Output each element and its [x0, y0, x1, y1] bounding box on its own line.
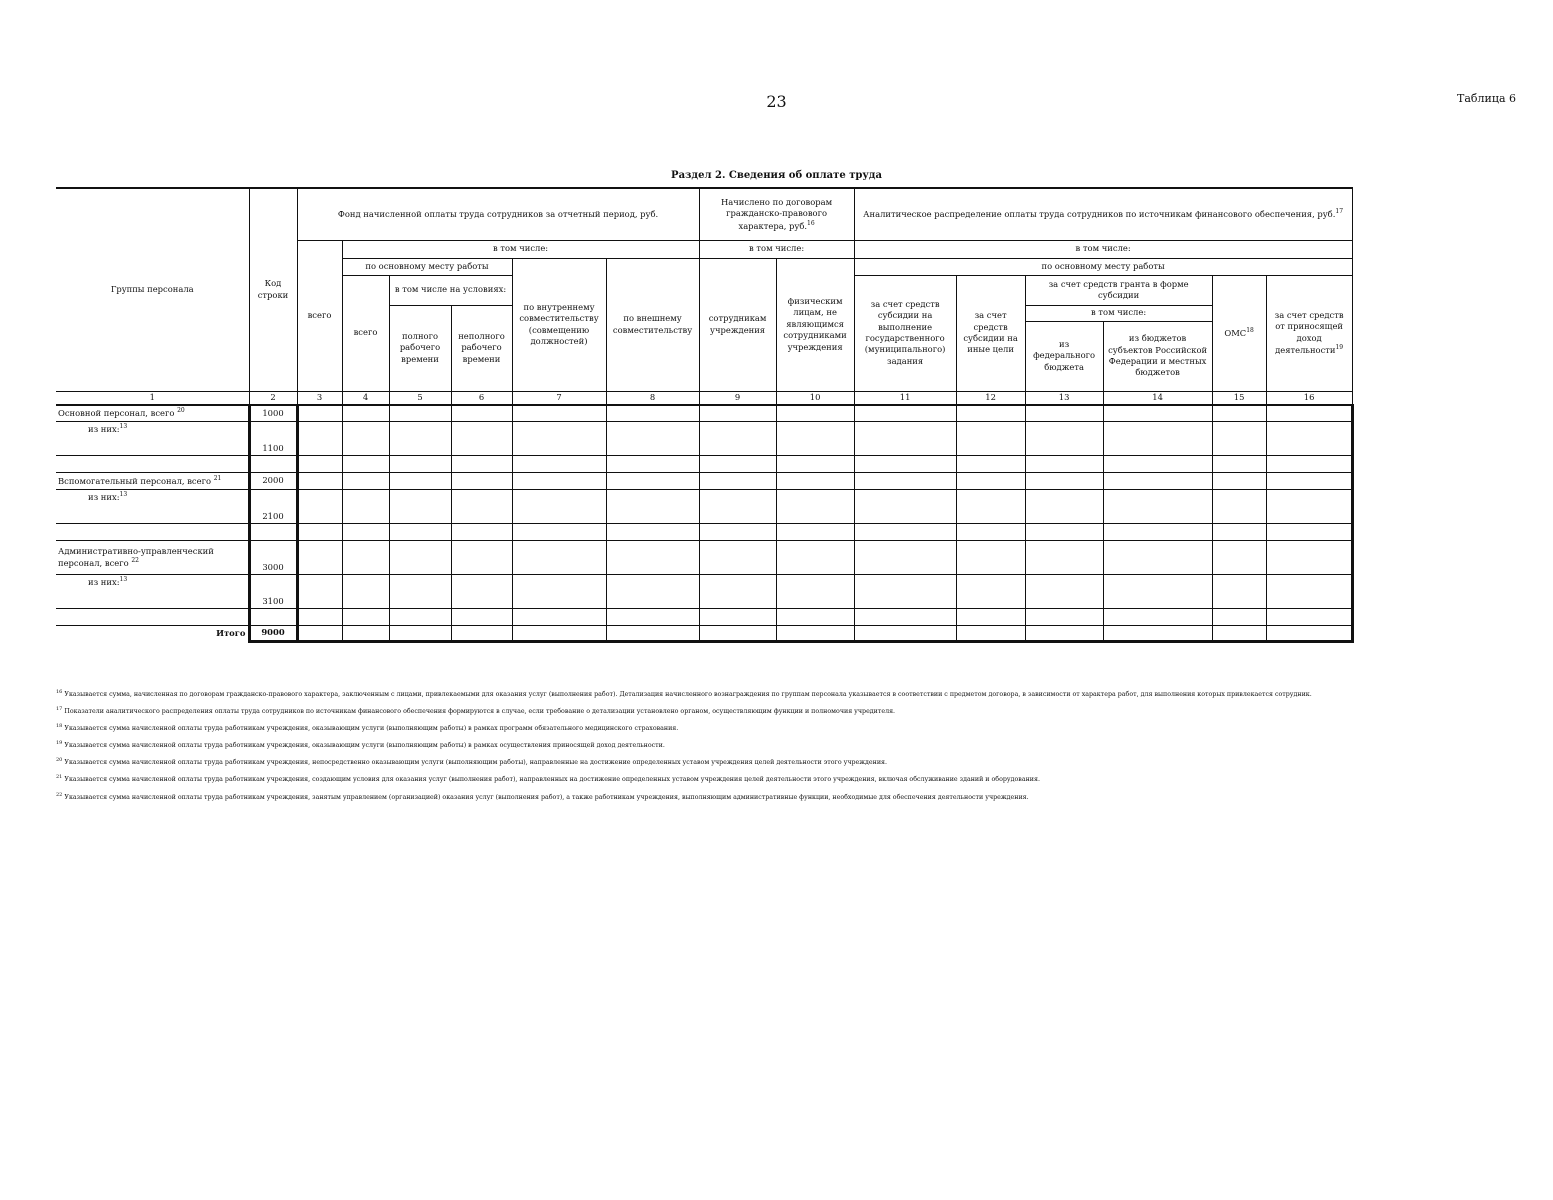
- header-incl-gph: в том числе:: [699, 240, 854, 258]
- footnote: $^{21}$ Указывается сумма начисленной оплаты труда работникам учреждения, создающим условия для оказания услуг (выполнения работ), направленных на достижение определенных уставом учреждения целей деятельности этого учреждения, включая обслуживание зданий и оборудования.: [56, 774, 1040, 784]
- row-label: из них:$^{13}$: [56, 422, 249, 456]
- col-num: 13: [1025, 391, 1103, 405]
- header-total-main: всего: [342, 275, 389, 391]
- row-code: 1100: [249, 422, 297, 456]
- header-incl-fund: в том числе:: [342, 240, 699, 258]
- row-label: Административно-управленческий персонал, всего $^{22}$: [56, 541, 249, 575]
- table-row: [56, 490, 1352, 524]
- total-code: 9000: [249, 626, 297, 642]
- footnotes: [56, 685, 1316, 805]
- header-main-place-analytic: по основному месту работы: [854, 258, 1352, 275]
- salary-table: [56, 187, 1354, 643]
- table-label: Таблица 6: [1457, 92, 1516, 105]
- footnote: $^{22}$ Указывается сумма начисленной оплаты труда работникам учреждения, занятым управлением (организацией) оказания услуг (выполнения работ), а также работникам учреждения, выполняющим административные функции, необходимые для обеспечения деятельности учреждения.: [56, 791, 1029, 801]
- row-code: 2000: [249, 473, 297, 490]
- header-code: Код строки: [249, 188, 297, 391]
- col-num: 2: [249, 391, 297, 405]
- col-num: 12: [956, 391, 1025, 405]
- header-analytic: Аналитическое распределение оплаты труда сотрудников по источникам финансового обеспечения, руб.$^{17}$: [854, 188, 1352, 240]
- row-code: 3100: [249, 575, 297, 609]
- col-num: 6: [451, 391, 512, 405]
- table-row-total: [56, 626, 1352, 642]
- page-number: 23: [766, 92, 787, 111]
- table-row: [56, 575, 1352, 609]
- header-incl-analytic: в том числе:: [854, 240, 1352, 258]
- table-row: [56, 473, 1352, 490]
- table-row: [56, 405, 1352, 422]
- row-label: Вспомогательный персонал, всего $^{21}$: [56, 473, 249, 490]
- header-regional: из бюджетов субъектов Российской Федерации и местных бюджетов: [1103, 321, 1212, 391]
- header-groups: Группы персонала: [56, 188, 249, 391]
- table-row: [56, 422, 1352, 456]
- header-gph: Начислено по договорам гражданско-правового характера, руб.$^{16}$: [699, 188, 854, 240]
- header-internal: по внутреннему совместительству (совмещению должностей): [512, 258, 606, 391]
- col-num: 4: [342, 391, 389, 405]
- table-row: [56, 541, 1352, 575]
- header-subsidy-other: за счет средств субсидии на иные цели: [956, 275, 1025, 391]
- col-num: 15: [1212, 391, 1266, 405]
- footnote: $^{16}$ Указывается сумма, начисленная по договорам гражданско-правового характера, заключенным с лицами, привлекаемыми для оказания услуг (выполнения работ). Детализация начисленного вознаграждения по группам персонала указывается в соответствии с предметом договора, в зависимости от характера работ, для выполнения которых привлекается сотрудник.: [56, 689, 1312, 699]
- footnote: $^{17}$ Показатели аналитического распределения оплаты труда сотрудников по источникам финансового обеспечения формируются в случае, если требование о детализации установлено органом, осуществляющим функции и полномочия учредителя.: [56, 706, 896, 716]
- table-row: [56, 609, 1352, 626]
- row-code: 2100: [249, 490, 297, 524]
- row-label: Основной персонал, всего $^{20}$: [56, 405, 249, 422]
- total-label: Итого: [56, 626, 249, 642]
- table-row: [56, 524, 1352, 541]
- header-subsidy-state-task: за счет средств субсидии на выполнение государственного (муниципального) задания: [854, 275, 956, 391]
- header-fund: Фонд начисленной оплаты труда сотрудников за отчетный период, руб.: [297, 188, 699, 240]
- row-code: 1000: [249, 405, 297, 422]
- row-code: 3000: [249, 541, 297, 575]
- col-num: 10: [776, 391, 854, 405]
- row-label: из них:$^{13}$: [56, 575, 249, 609]
- section-title: Раздел 2. Сведения об оплате труда: [671, 170, 882, 181]
- footnote: $^{19}$ Указывается сумма начисленной оплаты труда работникам учреждения, оказывающим услуги (выполняющим работы) в рамках осуществления приносящей доход деятельности.: [56, 740, 665, 750]
- footnote: $^{18}$ Указывается сумма начисленной оплаты труда работникам учреждения, оказывающим услуги (выполняющим работы) в рамках программ обязательного медицинского страхования.: [56, 723, 679, 733]
- header-external: по внешнему совместительству: [606, 258, 699, 391]
- header-income: за счет средств от приносящей доход деятельности$^{19}$: [1266, 275, 1352, 391]
- footnote: $^{20}$ Указывается сумма начисленной оплаты труда работникам учреждения, непосредственно оказывающим услуги (выполняющим работы), направленные на достижение определенных уставом учреждения целей деятельности этого учреждения.: [56, 757, 888, 767]
- header-incl-conditions: в том числе на условиях:: [389, 275, 512, 305]
- col-num: 14: [1103, 391, 1212, 405]
- col-num: 3: [297, 391, 342, 405]
- header-full-time: полного рабочего времени: [389, 305, 451, 391]
- col-num: 7: [512, 391, 606, 405]
- col-num: 1: [56, 391, 249, 405]
- col-num: 5: [389, 391, 451, 405]
- header-main-place-fund: по основному месту работы: [342, 258, 512, 275]
- col-num: 8: [606, 391, 699, 405]
- table-row: [56, 456, 1352, 473]
- header-grant: за счет средств гранта в форме субсидии: [1025, 275, 1212, 305]
- header-incl-grant: в том числе:: [1025, 305, 1212, 321]
- header-oms: ОМС$^{18}$: [1212, 275, 1266, 391]
- col-num: 11: [854, 391, 956, 405]
- col-num: 16: [1266, 391, 1352, 405]
- header-individuals: физическим лицам, не являющимся сотрудниками учреждения: [776, 258, 854, 391]
- header-part-time: неполного рабочего времени: [451, 305, 512, 391]
- row-label: из них:$^{13}$: [56, 490, 249, 524]
- header-federal: из федерального бюджета: [1025, 321, 1103, 391]
- header-total: всего: [297, 240, 342, 391]
- col-num: 9: [699, 391, 776, 405]
- header-employees: сотрудникам учреждения: [699, 258, 776, 391]
